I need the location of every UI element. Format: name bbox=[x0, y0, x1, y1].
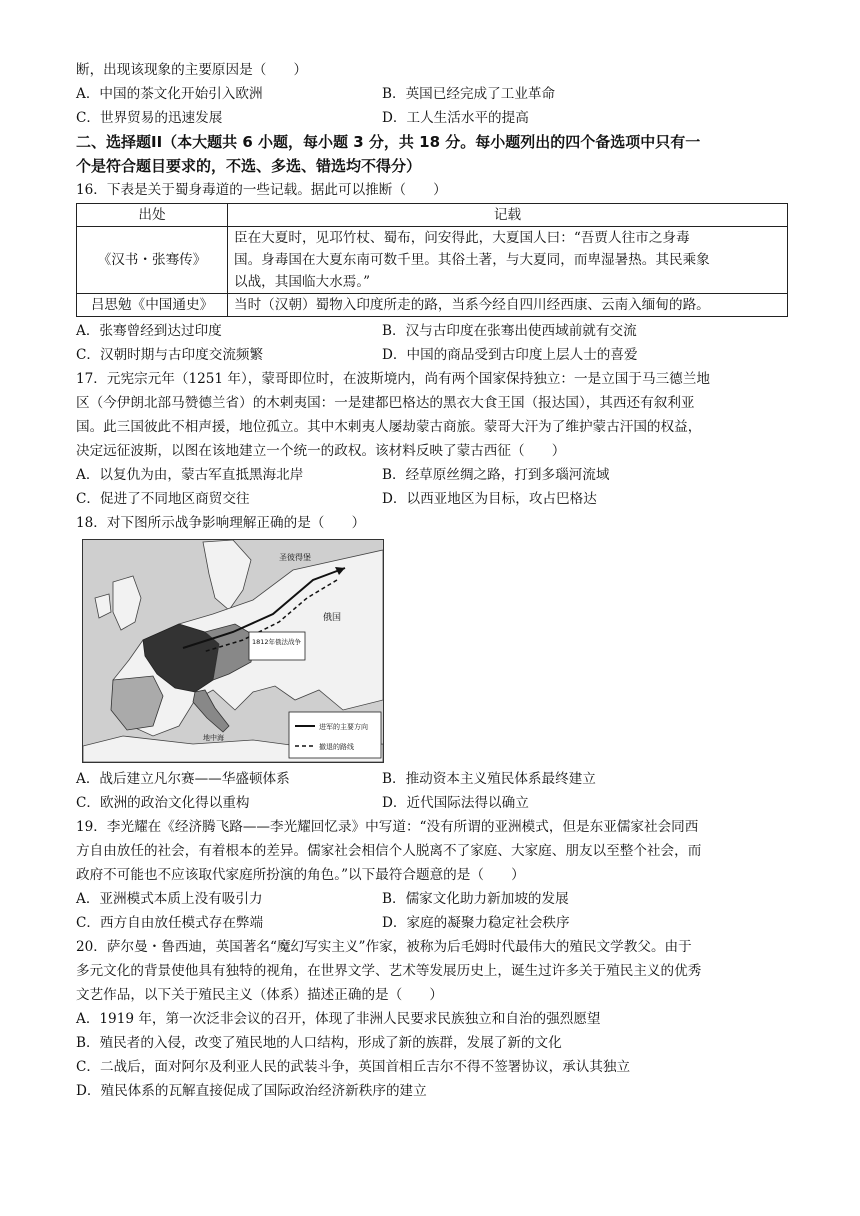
label-russia: 俄国 bbox=[323, 613, 342, 623]
question-16-options-row-1 bbox=[76, 319, 788, 343]
question-18-options-row-2 bbox=[76, 791, 788, 815]
option-a[interactable]: A．以复仇为由，蒙古军直抵黑海北岸 bbox=[76, 467, 304, 483]
section-2-heading bbox=[76, 130, 788, 178]
table-header-record: 记载 bbox=[228, 204, 788, 227]
table-cell-source: 《汉书・张骞传》 bbox=[77, 227, 228, 294]
option-c[interactable]: C．世界贸易的迅速发展 bbox=[76, 110, 223, 126]
option-d[interactable]: D．中国的商品受到古印度上层人士的喜爱 bbox=[382, 347, 638, 363]
question-15-options-row-2 bbox=[76, 106, 788, 130]
question-17-text: 国。此三国彼此不相声援，地位孤立。其中木剌夷人屡劫蒙古商旅。蒙哥大汗为了维护蒙古汗国的权益， bbox=[76, 419, 702, 435]
map-legend bbox=[289, 712, 381, 758]
option-d[interactable]: D．家庭的凝聚力稳定社会秩序 bbox=[382, 915, 570, 931]
option-b[interactable]: B．推动资本主义殖民体系最终建立 bbox=[382, 771, 596, 787]
legend-retreat-label: 撤退的路线 bbox=[319, 743, 354, 751]
question-19-text: 政府不可能也不应该取代家庭所扮演的角色。”以下最符合题意的是（ ） bbox=[76, 867, 525, 883]
table-row bbox=[77, 227, 788, 294]
record-line: 国。身毒国在大夏东南可数千里。其俗土著，与大夏同，而卑湿暑热。其民乘象 bbox=[234, 252, 710, 268]
question-17-options-row-1 bbox=[76, 463, 788, 487]
option-d[interactable]: D．殖民体系的瓦解直接促成了国际政治经济新秩序的建立 bbox=[76, 1083, 427, 1099]
question-20 bbox=[76, 935, 788, 1103]
option-d[interactable]: D．工人生活水平的提高 bbox=[382, 110, 529, 126]
option-b[interactable]: B．殖民者的入侵，改变了殖民地的人口结构，形成了新的族群，发展了新的文化 bbox=[76, 1035, 562, 1051]
table-row bbox=[77, 294, 788, 317]
question-15-options-row-1 bbox=[76, 82, 788, 106]
option-d[interactable]: D．以西亚地区为目标，攻占巴格达 bbox=[382, 491, 597, 507]
exam-page bbox=[76, 58, 788, 1103]
option-c[interactable]: C．二战后，面对阿尔及利亚人民的武装斗争，英国首相丘吉尔不得不签署协议，承认其独立 bbox=[76, 1059, 631, 1075]
question-20-text: 文艺作品，以下关于殖民主义（体系）描述正确的是（ ） bbox=[76, 987, 444, 1003]
option-b[interactable]: B．儒家文化助力新加坡的发展 bbox=[382, 891, 569, 907]
question-18 bbox=[76, 511, 788, 815]
label-war-note: 1812年俄法战争 bbox=[252, 638, 302, 646]
question-18-stem: 18．对下图所示战争影响理解正确的是（ ） bbox=[76, 515, 366, 531]
question-17-text: 17．元宪宗元年（1251 年），蒙哥即位时，在波斯境内，尚有两个国家保持独立：一是立国于马三德兰地 bbox=[76, 371, 710, 387]
question-17-options-row-2 bbox=[76, 487, 788, 511]
question-20-text: 20．萨尔曼・鲁西迪，英国著名“魔幻写实主义”作家，被称为后毛姆时代最伟大的殖民文学教父。由于 bbox=[76, 939, 692, 955]
question-19-options-row-2 bbox=[76, 911, 788, 935]
question-20-text: 多元文化的背景使他具有独特的视角，在世界文学、艺术等发展历史上，诞生过许多关于殖民主义的优秀 bbox=[76, 963, 702, 979]
record-line: 臣在大夏时，见邛竹杖、蜀布，问安得此，大夏国人曰：“吾贾人往市之身毒 bbox=[234, 230, 690, 246]
records-table bbox=[76, 203, 788, 317]
option-c[interactable]: C．促进了不同地区商贸交往 bbox=[76, 491, 250, 507]
question-16 bbox=[76, 178, 788, 367]
question-17-text: 区（今伊朗北部马赞德兰省）的木剌夷国：一是建都巴格达的黑衣大食王国（报达国），其西还有叙利亚 bbox=[76, 395, 695, 411]
table-header-row bbox=[77, 204, 788, 227]
question-17-text: 决定远征波斯，以图在该地建立一个统一的政权。该材料反映了蒙古西征（ ） bbox=[76, 443, 566, 459]
option-a[interactable]: A．战后建立凡尔赛——华盛顿体系 bbox=[76, 771, 290, 787]
question-17 bbox=[76, 367, 788, 511]
question-15-tail: 断，出现该现象的主要原因是（ ） bbox=[76, 62, 308, 78]
option-b[interactable]: B．汉与古印度在张骞出使西域前就有交流 bbox=[382, 323, 637, 339]
option-d[interactable]: D．近代国际法得以确立 bbox=[382, 795, 529, 811]
option-a[interactable]: A．中国的茶文化开始引入欧洲 bbox=[76, 86, 263, 102]
option-b[interactable]: B．经草原丝绸之路，打到多瑙河流域 bbox=[382, 467, 610, 483]
annotation-box bbox=[249, 632, 305, 660]
option-a[interactable]: A．亚洲模式本质上没有吸引力 bbox=[76, 891, 263, 907]
question-19-text: 19．李光耀在《经济腾飞路——李光耀回忆录》中写道：“没有所谓的亚洲模式，但是东亚儒家社会同西 bbox=[76, 819, 699, 835]
question-16-options-row-2 bbox=[76, 343, 788, 367]
table-header-source: 出处 bbox=[77, 204, 228, 227]
question-18-options-row-1 bbox=[76, 767, 788, 791]
question-19-options-row-1 bbox=[76, 887, 788, 911]
question-16-stem: 16．下表是关于蜀身毒道的一些记载。据此可以推断（ ） bbox=[76, 182, 447, 198]
section-heading-line-2: 个是符合题目要求的，不选、多选、错选均不得分） bbox=[76, 157, 422, 175]
war-map bbox=[82, 539, 384, 763]
record-line: 当时（汉朝）蜀物入印度所走的路，当系今经自四川经西康、云南入缅甸的路。 bbox=[234, 297, 710, 313]
question-15 bbox=[76, 58, 788, 130]
record-line: 以战，其国临大水焉。” bbox=[234, 274, 371, 290]
war-map-svg bbox=[83, 540, 383, 762]
label-st-petersburg: 圣彼得堡 bbox=[279, 553, 311, 562]
question-19-text: 方自由放任的社会，有着根本的差异。儒家社会相信个人脱离不了家庭、大家庭、朋友以至整个社会，而 bbox=[76, 843, 702, 859]
section-heading-line-1: 二、选择题II（本大题共 6 小题，每小题 3 分，共 18 分。每小题列出的四个备选项中只有一 bbox=[76, 133, 701, 151]
option-a[interactable]: A．1919 年，第一次泛非会议的召开，体现了非洲人民要求民族独立和自治的强烈愿望 bbox=[76, 1011, 601, 1027]
question-19 bbox=[76, 815, 788, 935]
label-sea: 地中海 bbox=[203, 734, 224, 742]
option-c[interactable]: C．欧洲的政治文化得以重构 bbox=[76, 795, 250, 811]
option-c[interactable]: C．西方自由放任模式存在弊端 bbox=[76, 915, 264, 931]
option-c[interactable]: C．汉朝时期与古印度交流频繁 bbox=[76, 347, 264, 363]
legend-advance-label: 进军的主要方向 bbox=[319, 723, 368, 731]
table-cell-source: 吕思勉《中国通史》 bbox=[77, 294, 228, 317]
table-cell-record bbox=[228, 227, 788, 294]
table-cell-record bbox=[228, 294, 788, 317]
option-a[interactable]: A．张骞曾经到达过印度 bbox=[76, 323, 222, 339]
option-b[interactable]: B．英国已经完成了工业革命 bbox=[382, 86, 556, 102]
